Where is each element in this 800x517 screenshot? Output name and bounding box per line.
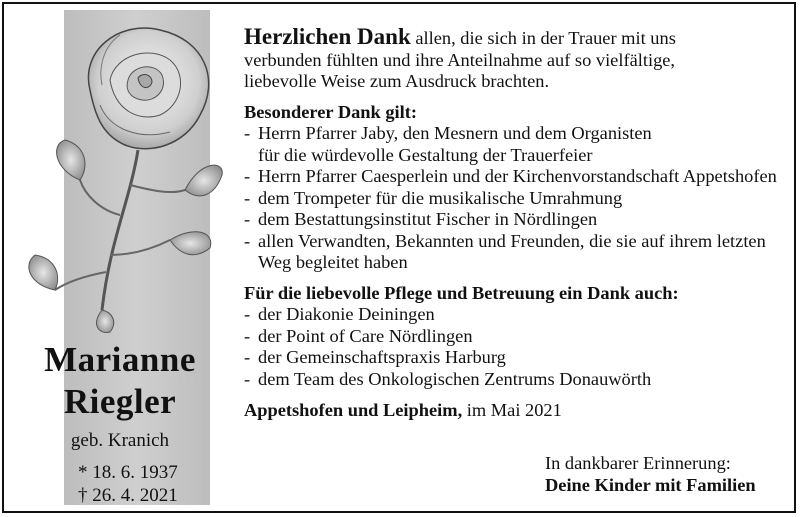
list-item: - allen Verwandten, Bekannten und Freunden, die sie auf ihrem letzten Weg begleitet haben xyxy=(244,230,766,272)
intro-line: allen, die sich in der Trauer mit uns xyxy=(415,28,676,48)
intro-paragraph xyxy=(244,26,784,93)
care-list xyxy=(244,304,784,390)
place: Appetshofen und Leipheim, xyxy=(244,400,463,420)
section-heading: Für die liebevolle Pflege und Betreuung ein Dank auch: xyxy=(244,282,679,303)
section-heading: Besonderer Dank gilt: xyxy=(244,101,418,122)
intro-line: liebevolle Weise zum Ausdruck brachten. xyxy=(244,71,550,91)
intro-line: verbunden fühlten und ihre Anteilnahme auf so vielfältige, xyxy=(244,49,676,70)
thanks-list xyxy=(244,123,784,274)
list-item: - Herrn Pfarrer Caesperlein und der Kirchenvorstandschaft Appetshofen xyxy=(244,166,777,186)
month-year: im Mai 2021 xyxy=(466,400,562,420)
signature xyxy=(545,452,756,496)
list-item: - dem Trompeter für die musikalische Umrahmung xyxy=(244,187,623,208)
signature-line: In dankbarer Erinnerung: xyxy=(545,453,731,473)
birth-date: * 18. 6. 1937 xyxy=(78,462,178,483)
list-item: - der Point of Care Nördlingen xyxy=(244,325,473,346)
list-item: - Herrn Pfarrer Jaby, den Mesnern und dem Organisten für die würdevolle Gestaltung der Trauerfeier xyxy=(244,123,652,165)
death-date: † 26. 4. 2021 xyxy=(78,485,178,506)
signature-family: Deine Kinder mit Familien xyxy=(545,475,756,495)
last-name: Riegler xyxy=(63,382,177,421)
list-item: - dem Bestattungsinstitut Fischer in Nördlingen xyxy=(244,209,598,229)
message-text xyxy=(244,26,784,422)
list-item: - der Gemeinschaftspraxis Harburg xyxy=(244,347,506,367)
place-date xyxy=(244,400,784,422)
intro-heading: Herzlichen Dank xyxy=(244,24,411,49)
first-name: Marianne xyxy=(44,340,196,379)
rose-illustration xyxy=(10,10,230,340)
list-item: - der Diakonie Deiningen xyxy=(244,304,435,324)
memorial-column xyxy=(10,10,230,505)
birth-name: geb. Kranich xyxy=(70,430,170,451)
list-item: - dem Team des Onkologischen Zentrums Donauwörth xyxy=(244,368,652,389)
